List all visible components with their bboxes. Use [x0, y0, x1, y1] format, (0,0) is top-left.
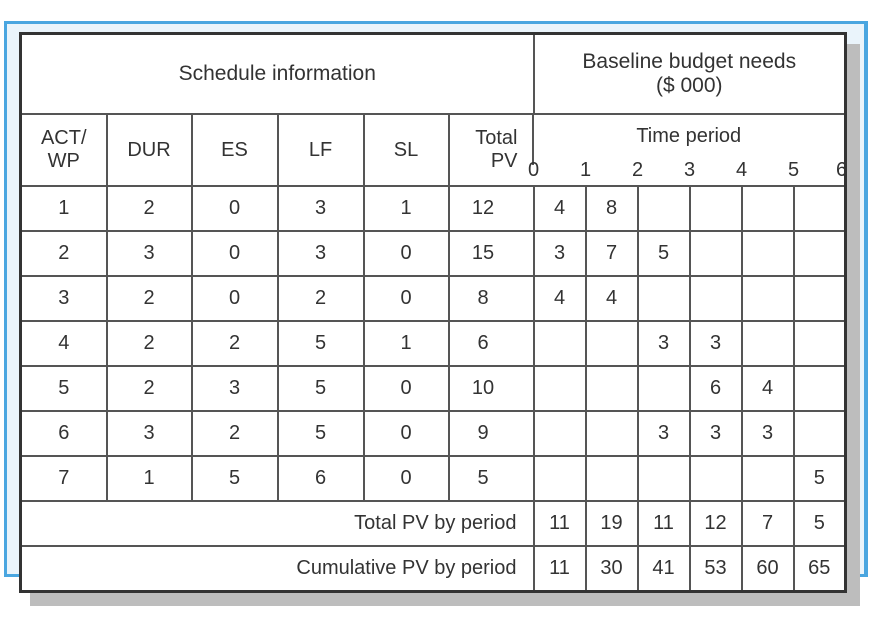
period-5-cell — [742, 456, 794, 501]
act-cell: 3 — [21, 276, 107, 321]
es-cell: 2 — [192, 411, 278, 456]
period-5-cell — [742, 321, 794, 366]
period-1-cell — [534, 366, 586, 411]
total-pv-row — [21, 501, 846, 546]
es-cell: 0 — [192, 231, 278, 276]
budget-header — [534, 34, 846, 115]
period-6-cell — [794, 186, 846, 231]
pv-cell: 15 — [449, 231, 534, 276]
lf-cell: 5 — [278, 411, 364, 456]
total-pv-row-value: 7 — [742, 501, 794, 546]
period-4-cell: 3 — [690, 321, 742, 366]
total-pv-row-label: Total PV by period — [21, 501, 534, 546]
total-pv-row-value: 11 — [534, 501, 586, 546]
cumulative-pv-row-value: 65 — [794, 546, 846, 592]
dur-cell: 2 — [107, 276, 192, 321]
period-3-cell — [638, 276, 690, 321]
cumulative-pv-row-label: Cumulative PV by period — [21, 546, 534, 592]
pv-schedule-table — [19, 32, 847, 593]
period-4-cell — [690, 456, 742, 501]
cumulative-pv-row-value: 30 — [586, 546, 638, 592]
pv-cell: 12 — [449, 186, 534, 231]
period-4-cell — [690, 186, 742, 231]
table-row — [21, 231, 846, 276]
pv-cell: 10 — [449, 366, 534, 411]
period-4-cell — [690, 231, 742, 276]
budget-header-line2: ($ 000) — [655, 74, 723, 97]
period-tick-2: 2 — [631, 159, 644, 181]
period-tick-1: 1 — [579, 159, 592, 181]
dur-cell: 3 — [107, 231, 192, 276]
act-cell: 7 — [21, 456, 107, 501]
total-pv-row-value: 5 — [794, 501, 846, 546]
sl-cell: 0 — [364, 366, 449, 411]
lf-cell: 3 — [278, 186, 364, 231]
period-1-cell — [534, 456, 586, 501]
act-cell: 5 — [21, 366, 107, 411]
pv-cell: 6 — [449, 321, 534, 366]
total-pv-line2: PV — [490, 150, 518, 172]
cumulative-pv-row — [21, 546, 846, 592]
cumulative-pv-row-value: 11 — [534, 546, 586, 592]
period-2-cell — [586, 321, 638, 366]
es-cell: 3 — [192, 366, 278, 411]
lf-cell: 2 — [278, 276, 364, 321]
period-1-cell: 4 — [534, 276, 586, 321]
period-3-cell — [638, 186, 690, 231]
table-row — [21, 321, 846, 366]
dur-cell: 3 — [107, 411, 192, 456]
total-pv-row-value: 19 — [586, 501, 638, 546]
act-cell: 4 — [21, 321, 107, 366]
es-cell: 5 — [192, 456, 278, 501]
cumulative-pv-row-value: 41 — [638, 546, 690, 592]
lf-cell: 3 — [278, 231, 364, 276]
sl-cell: 0 — [364, 456, 449, 501]
period-5-cell — [742, 186, 794, 231]
cumulative-pv-row-value: 60 — [742, 546, 794, 592]
es-cell: 0 — [192, 276, 278, 321]
act-cell: 6 — [21, 411, 107, 456]
period-2-cell: 8 — [586, 186, 638, 231]
sl-header: SL — [364, 114, 449, 186]
period-6-cell — [794, 321, 846, 366]
es-cell: 2 — [192, 321, 278, 366]
pv-cell: 5 — [449, 456, 534, 501]
period-2-cell — [586, 456, 638, 501]
period-1-cell: 3 — [534, 231, 586, 276]
period-3-cell: 5 — [638, 231, 690, 276]
period-tick-0: 0 — [527, 159, 540, 181]
cumulative-pv-row-value: 53 — [690, 546, 742, 592]
dur-cell: 1 — [107, 456, 192, 501]
period-6-cell: 5 — [794, 456, 846, 501]
period-4-cell: 3 — [690, 411, 742, 456]
act-header-line2: WP — [47, 150, 80, 172]
schedule-info-header: Schedule information — [21, 34, 534, 115]
period-6-cell — [794, 366, 846, 411]
period-tick-4: 4 — [735, 159, 748, 181]
period-3-cell — [638, 366, 690, 411]
act-header — [21, 114, 107, 186]
period-6-cell — [794, 411, 846, 456]
period-tick-3: 3 — [683, 159, 696, 181]
time-period-label: Time period — [636, 125, 742, 147]
dur-cell: 2 — [107, 186, 192, 231]
period-tick-6: 6 — [835, 159, 848, 181]
es-cell: 0 — [192, 186, 278, 231]
sl-cell: 1 — [364, 186, 449, 231]
table-row — [21, 186, 846, 231]
period-6-cell — [794, 231, 846, 276]
period-3-cell: 3 — [638, 321, 690, 366]
period-6-cell — [794, 276, 846, 321]
period-1-cell — [534, 411, 586, 456]
total-pv-row-value: 12 — [690, 501, 742, 546]
period-4-cell: 6 — [690, 366, 742, 411]
period-3-cell: 3 — [638, 411, 690, 456]
period-5-cell: 3 — [742, 411, 794, 456]
lf-header: LF — [278, 114, 364, 186]
period-2-cell — [586, 366, 638, 411]
budget-header-line1: Baseline budget needs — [582, 50, 797, 73]
period-5-cell: 4 — [742, 366, 794, 411]
period-1-cell — [534, 321, 586, 366]
act-header-line1: ACT/ — [40, 127, 87, 149]
pv-cell: 8 — [449, 276, 534, 321]
sl-cell: 1 — [364, 321, 449, 366]
period-1-cell: 4 — [534, 186, 586, 231]
sl-cell: 0 — [364, 411, 449, 456]
table-row — [21, 411, 846, 456]
dur-cell: 2 — [107, 321, 192, 366]
table-row — [21, 366, 846, 411]
time-period-header — [527, 114, 848, 186]
act-cell: 1 — [21, 186, 107, 231]
lf-cell: 5 — [278, 366, 364, 411]
total-pv-header — [449, 114, 534, 186]
dur-cell: 2 — [107, 366, 192, 411]
es-header: ES — [192, 114, 278, 186]
period-2-cell: 4 — [586, 276, 638, 321]
period-5-cell — [742, 231, 794, 276]
act-cell: 2 — [21, 231, 107, 276]
sl-cell: 0 — [364, 276, 449, 321]
period-tick-5: 5 — [787, 159, 800, 181]
period-4-cell — [690, 276, 742, 321]
lf-cell: 5 — [278, 321, 364, 366]
sl-cell: 0 — [364, 231, 449, 276]
lf-cell: 6 — [278, 456, 364, 501]
pv-cell: 9 — [449, 411, 534, 456]
dur-header: DUR — [107, 114, 192, 186]
period-5-cell — [742, 276, 794, 321]
total-pv-line1: Total — [475, 127, 518, 149]
total-pv-row-value: 11 — [638, 501, 690, 546]
table-row — [21, 276, 846, 321]
table-row — [21, 456, 846, 501]
period-3-cell — [638, 456, 690, 501]
period-2-cell — [586, 411, 638, 456]
period-2-cell: 7 — [586, 231, 638, 276]
